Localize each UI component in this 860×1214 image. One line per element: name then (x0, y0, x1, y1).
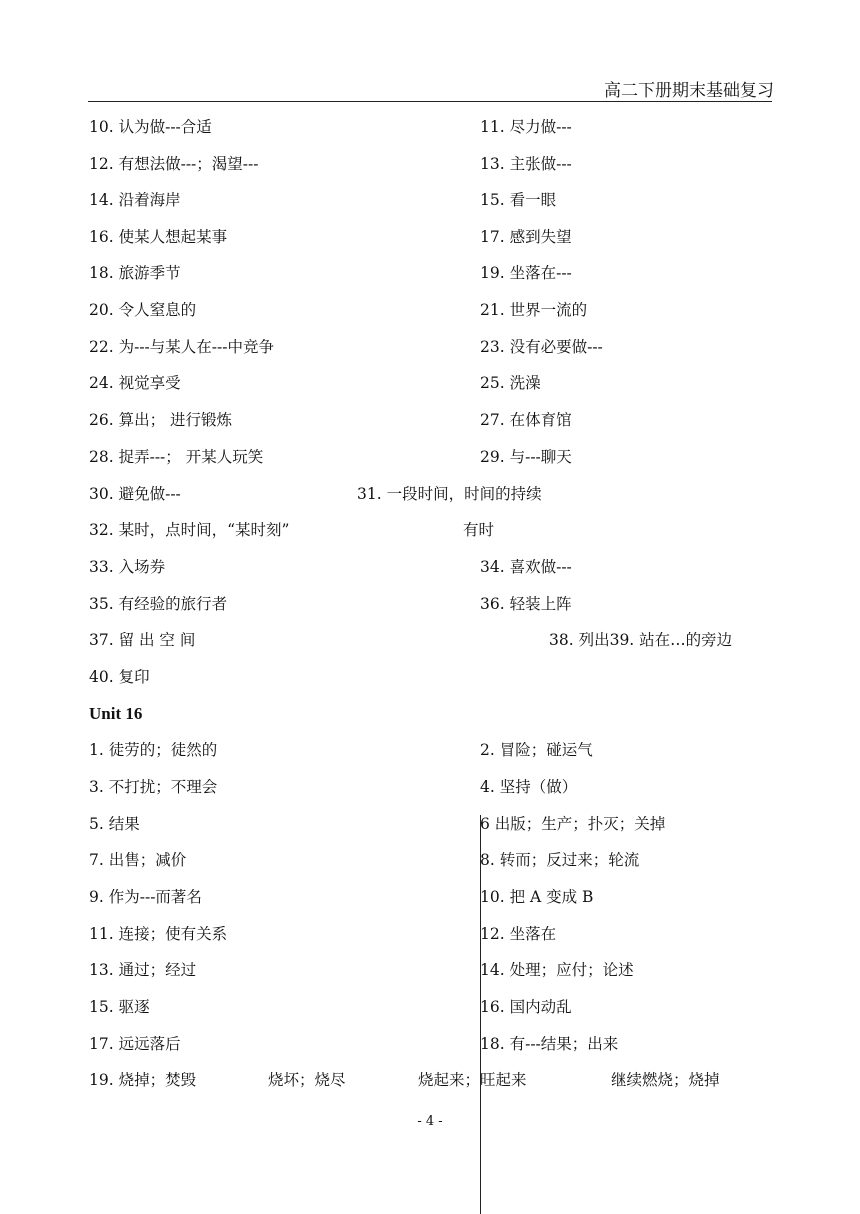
list-item: 31. 一段时间，时间的持续 (357, 485, 542, 503)
list-item: 26. 算出； 进行锻炼 (89, 411, 233, 429)
header-rule (88, 101, 772, 102)
unit-heading: Unit 16 (89, 704, 143, 723)
list-item: 36. 轻装上阵 (480, 595, 572, 613)
list-item: 9. 作为---而著名 (89, 888, 202, 906)
list-item: 14. 沿着海岸 (89, 191, 181, 209)
list-item: 18. 旅游季节 (89, 264, 181, 282)
list-item: 6 出版；生产；扑灭；关掉 (480, 815, 666, 833)
list-item: 29. 与---聊天 (480, 448, 572, 466)
list-item: 37. 留 出 空 间 (89, 631, 196, 649)
list-item: 10. 把 A 变成 B (480, 888, 594, 906)
list-item: 12. 有想法做---；渴望--- (89, 155, 259, 173)
list-item: 21. 世界一流的 (480, 301, 588, 319)
list-item: 27. 在体育馆 (480, 411, 572, 429)
list-item: 烧起来；旺起来 (418, 1071, 527, 1089)
list-item: 3. 不打扰；不理会 (89, 778, 218, 796)
list-item: 8. 转而；反过来；轮流 (480, 851, 640, 869)
list-item: 11. 尽力做--- (480, 118, 572, 136)
list-item: 1. 徒劳的；徒然的 (89, 741, 218, 759)
list-item: 5. 结果 (89, 815, 140, 833)
list-item: 24. 视觉享受 (89, 374, 181, 392)
list-item: 继续燃烧；烧掉 (611, 1071, 720, 1089)
list-item: 16. 使某人想起某事 (89, 228, 228, 246)
list-item: 有时 (463, 521, 495, 539)
list-item: 15. 看一眼 (480, 191, 557, 209)
list-item: 12. 坐落在 (480, 925, 557, 943)
list-item: 7. 出售；减价 (89, 851, 187, 869)
list-item: 35. 有经验的旅行者 (89, 595, 228, 613)
list-item: 13. 通过；经过 (89, 961, 197, 979)
page-number: - 4 - (417, 1114, 443, 1129)
list-item: 23. 没有必要做--- (480, 338, 603, 356)
list-item: 2. 冒险；碰运气 (480, 741, 593, 759)
list-item: 22. 为---与某人在---中竞争 (89, 338, 275, 356)
list-item: 17. 感到失望 (480, 228, 572, 246)
list-item: 33. 入场券 (89, 558, 166, 576)
list-item: 13. 主张做--- (480, 155, 572, 173)
list-item: 烧坏；烧尽 (268, 1071, 346, 1089)
column-divider (480, 815, 481, 1214)
header-title: 高二下册期末基础复习 (604, 81, 774, 101)
list-item: 32. 某时，点时间，“某时刻” (89, 521, 290, 539)
list-item: 25. 洗澡 (480, 374, 541, 392)
list-item: 30. 避免做--- (89, 485, 181, 503)
list-item: 28. 捉弄---； 开某人玩笑 (89, 448, 264, 466)
list-item: 40. 复印 (89, 668, 150, 686)
list-item: 34. 喜欢做--- (480, 558, 572, 576)
list-item: 10. 认为做---合适 (89, 118, 212, 136)
list-item: 20. 令人窒息的 (89, 301, 197, 319)
list-item: 19. 坐落在--- (480, 264, 572, 282)
list-item: 14. 处理；应付；论述 (480, 961, 634, 979)
list-item: 4. 坚持（做） (480, 778, 578, 796)
list-item: 19. 烧掉；焚毁 (89, 1071, 197, 1089)
list-item: 17. 远远落后 (89, 1035, 181, 1053)
list-item: 16. 国内动乱 (480, 998, 572, 1016)
list-item: 38. 列出39. 站在…的旁边 (549, 631, 733, 649)
list-item: 18. 有---结果；出来 (480, 1035, 619, 1053)
list-item: 15. 驱逐 (89, 998, 150, 1016)
list-item: 11. 连接；使有关系 (89, 925, 228, 943)
